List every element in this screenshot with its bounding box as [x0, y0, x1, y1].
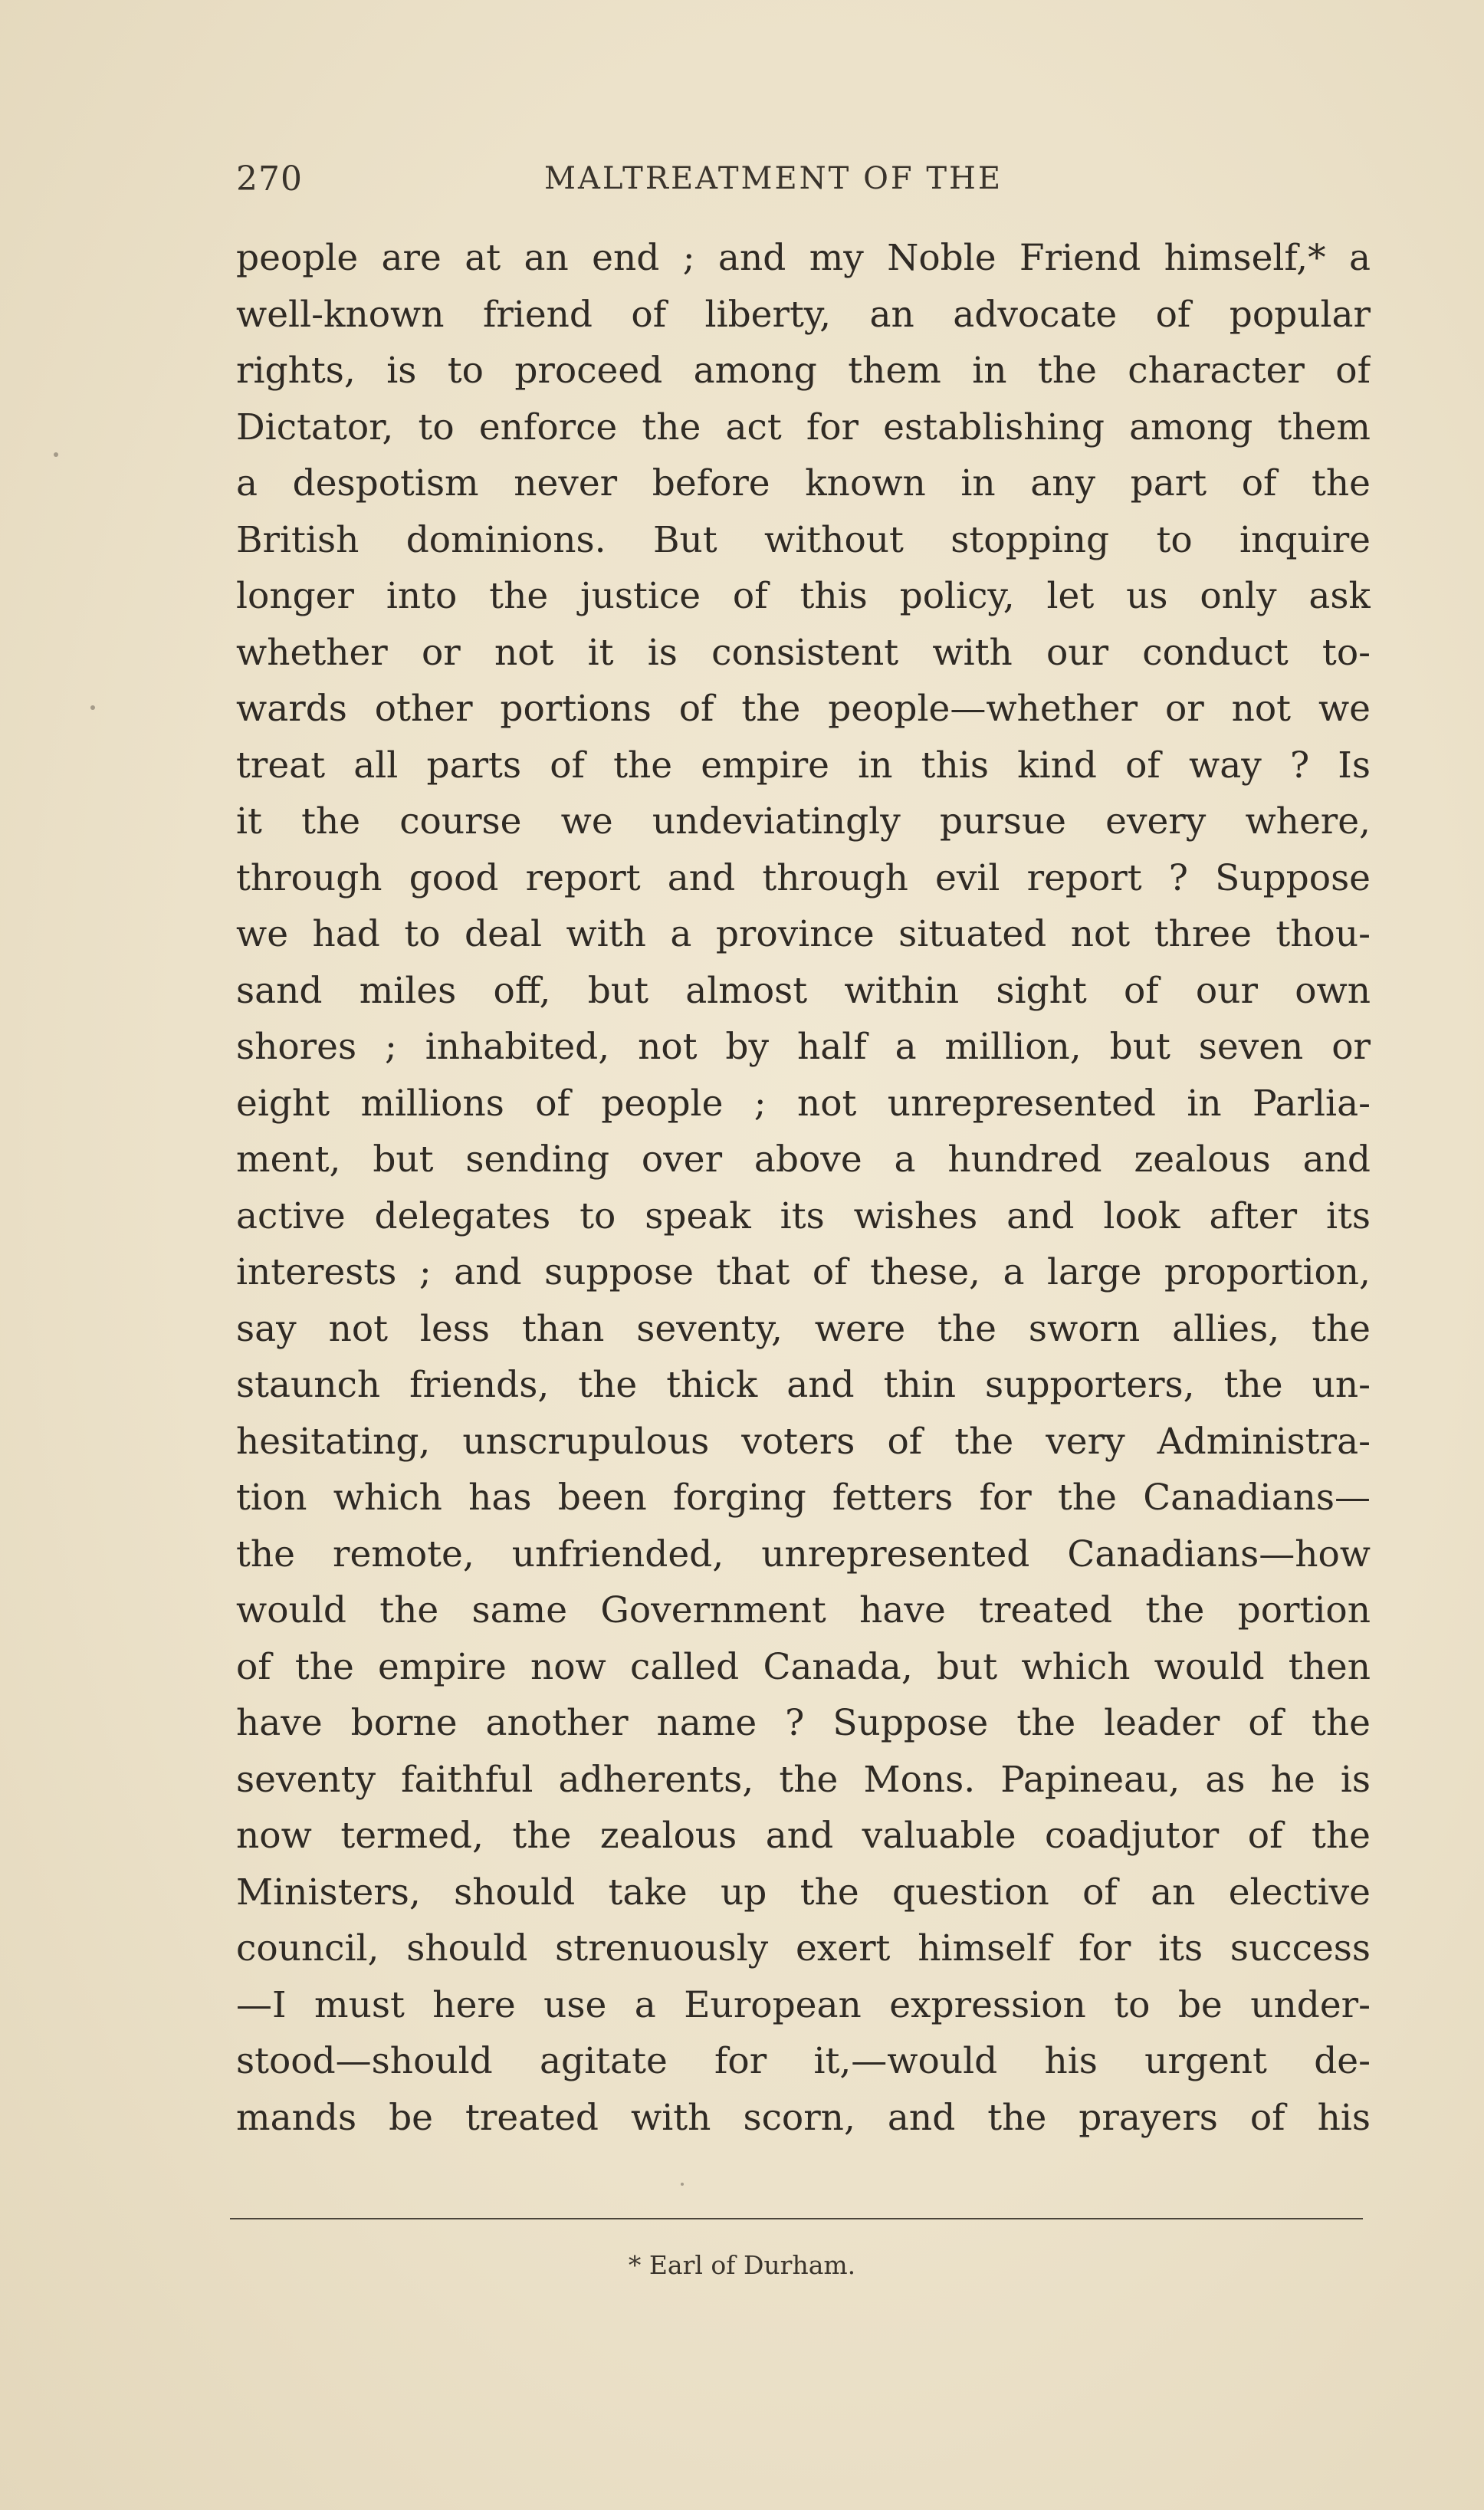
text-line: people are at an end ; and my Noble Friend himself,* a	[236, 237, 1371, 279]
text-line: —I must here use a European expression to be under-	[236, 1983, 1371, 2026]
text-line: active delegates to speak its wishes and look after its	[236, 1194, 1371, 1237]
text-line: we had to deal with a province situated not three thou-	[236, 913, 1371, 955]
footnote: * Earl of Durham.	[628, 2250, 856, 2280]
text-line: seventy faithful adherents, the Mons. Papineau, as he is	[236, 1758, 1371, 1801]
text-line: have borne another name ? Suppose the leader of the	[236, 1702, 1371, 1744]
running-head	[230, 153, 1073, 207]
footnote-rule	[230, 2218, 1363, 2219]
text-line: would the same Government have treated the portion	[236, 1589, 1371, 1631]
body-text	[236, 230, 1371, 2146]
text-line: mands be treated with scorn, and the prayers of his	[236, 2096, 1371, 2139]
text-line: it the course we undeviatingly pursue every where,	[236, 800, 1371, 843]
text-line: ment, but sending over above a hundred zealous and	[236, 1138, 1371, 1181]
text-line: British dominions. But without stopping to inquire	[236, 518, 1371, 561]
text-line: wards other portions of the people—whether or not we	[236, 688, 1371, 730]
text-line: tion which has been forging fetters for the Canadians—	[236, 1477, 1371, 1519]
text-line: stood—should agitate for it,—would his urgent de-	[236, 2040, 1371, 2082]
text-line: treat all parts of the empire in this kind of way ? Is	[236, 744, 1371, 787]
text-line: Ministers, should take up the question of an elective	[236, 1871, 1371, 1914]
text-line: say not less than seventy, were the sworn allies, the	[236, 1307, 1371, 1350]
text-line: council, should strenuously exert himself for its success	[236, 1927, 1371, 1970]
paper-speck	[681, 2183, 684, 2186]
text-line: longer into the justice of this policy, let us only ask	[236, 575, 1371, 617]
text-line: of the empire now called Canada, but which would then	[236, 1645, 1371, 1688]
running-title: MALTREATMENT OF THE	[544, 161, 1003, 196]
page-number: 270	[236, 159, 303, 199]
text-line: shores ; inhabited, not by half a million, but seven or	[236, 1026, 1371, 1068]
text-line: a despotism never before known in any part of the	[236, 462, 1371, 504]
text-line: sand miles off, but almost within sight of our own	[236, 969, 1371, 1012]
text-line: now termed, the zealous and valuable coadjutor of the	[236, 1815, 1371, 1857]
text-line: hesitating, unscrupulous voters of the very Administra-	[236, 1420, 1371, 1463]
text-line: rights, is to proceed among them in the character of	[236, 350, 1371, 392]
paper-speck	[90, 705, 95, 710]
text-line: staunch friends, the thick and thin supporters, the un-	[236, 1364, 1371, 1406]
text-line: interests ; and suppose that of these, a large proportion,	[236, 1251, 1371, 1293]
text-line: Dictator, to enforce the act for establishing among them	[236, 406, 1371, 448]
text-line: through good report and through evil report ? Suppose	[236, 856, 1371, 899]
text-line: whether or not it is consistent with our conduct to-	[236, 631, 1371, 674]
text-line: well-known friend of liberty, an advocate of popular	[236, 293, 1371, 336]
text-line: the remote, unfriended, unrepresented Canadians—how	[236, 1533, 1371, 1575]
text-line: eight millions of people ; not unrepresented in Parlia-	[236, 1082, 1371, 1125]
paper-speck	[54, 452, 58, 457]
